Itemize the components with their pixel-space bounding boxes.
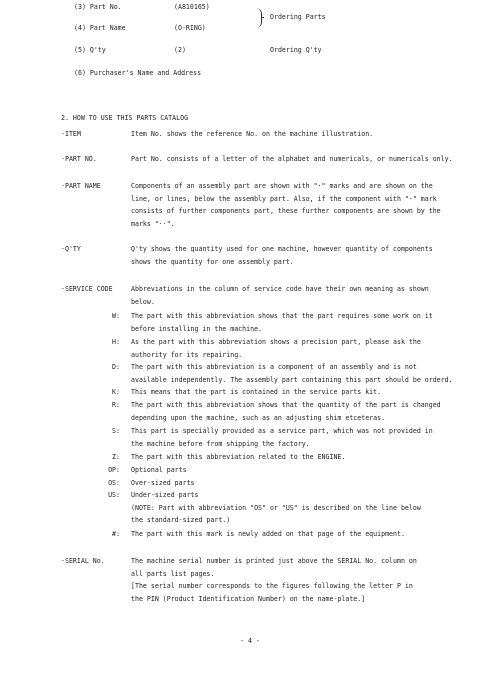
desc-line: Optional parts xyxy=(131,466,187,474)
row-qty: (5) Q'ty xyxy=(74,46,106,54)
desc-line: marks "··". xyxy=(131,219,175,228)
term-qty: ·Q'TY xyxy=(61,245,81,253)
desc-part-no xyxy=(131,153,461,166)
desc-line: shows the quantity for one assembly part. xyxy=(131,257,294,266)
code-z-desc xyxy=(131,451,345,464)
desc-line: The part with this abbreviation shows that the part requires some work on it xyxy=(131,312,433,320)
desc-item xyxy=(131,128,461,141)
row-part-name-value: (O-RING) xyxy=(174,24,206,32)
row-part-name: (4) Part Name xyxy=(74,24,126,32)
desc-line: Over-sized parts xyxy=(131,479,195,487)
code-os-desc xyxy=(131,477,195,490)
desc-line: the machine before from shipping the factory. xyxy=(131,439,310,448)
desc-line: [The serial number corresponds to the figures following the letter P in xyxy=(131,582,413,591)
term-part-no: ·PART NO. xyxy=(61,155,97,163)
code-z: Z: xyxy=(112,453,120,461)
row-purchaser: (6) Purchaser's Name and Address xyxy=(74,69,202,77)
code-d: D: xyxy=(112,363,120,371)
desc-line: Abbreviations in the column of service code have their own meaning as shown xyxy=(131,285,429,293)
term-serial-no: ·SERIAL No. xyxy=(61,557,105,565)
desc-line: Item No. shows the reference No. on the machine illustration. xyxy=(131,130,374,138)
code-s-desc xyxy=(131,425,433,450)
code-r-desc xyxy=(131,399,441,424)
section-title: 2. HOW TO USE THIS PARTS CATALOG xyxy=(61,114,189,122)
desc-line: Components of an assembly part are shown with "·" marks and are shown on the xyxy=(131,182,433,190)
code-op: OP: xyxy=(108,466,120,474)
desc-line: the standard-sized part.) xyxy=(131,516,231,525)
row-qty-value: (2) xyxy=(174,46,186,54)
desc-service-code xyxy=(131,283,461,308)
ordering-parts-label: Ordering Parts xyxy=(270,13,326,21)
desc-line: authority for its repairing. xyxy=(131,350,243,359)
code-h-desc xyxy=(131,336,421,361)
desc-line: Q'ty shows the quantity used for one machine, however quantity of components xyxy=(131,245,433,253)
code-d-desc xyxy=(131,361,453,386)
desc-line: below. xyxy=(131,297,155,306)
term-part-name: ·PART NAME xyxy=(61,182,101,190)
desc-line: The part with this abbreviation shows that the quantity of the part is changed xyxy=(131,401,441,409)
code-s: S: xyxy=(112,427,120,435)
page-number: - 4 - xyxy=(240,637,260,645)
code-r: R: xyxy=(112,401,120,409)
code-hash: #: xyxy=(112,530,120,538)
code-us-desc xyxy=(131,489,421,527)
desc-line: (NOTE: Part with abbreviation "OS" or "US" is described on the line below xyxy=(131,503,421,512)
desc-part-name xyxy=(131,180,461,230)
desc-line: The part with this abbreviation related to the ENGINE. xyxy=(131,453,346,461)
brace-icon xyxy=(256,8,262,28)
row-part-no: (3) Part No. xyxy=(74,3,122,11)
desc-line: depending upon the machine, such as an adjusting shim etceteras. xyxy=(131,413,386,422)
desc-line: The part with this mark is newly added on that page of the equipment. xyxy=(131,530,405,538)
desc-line: This part is specially provided as a service part, which was not provided in xyxy=(131,427,433,435)
code-us: US: xyxy=(108,491,120,499)
code-os: OS: xyxy=(108,479,120,487)
term-item: ·ITEM xyxy=(61,130,81,138)
desc-line: consists of further components part, these further components are shown by the xyxy=(131,207,441,216)
code-k: K: xyxy=(112,388,120,396)
code-w-desc xyxy=(131,310,433,335)
code-op-desc xyxy=(131,464,187,477)
term-service-code: ·SERVICE CODE xyxy=(61,285,113,293)
code-w: W: xyxy=(112,312,120,320)
desc-line: line, or lines, below the assembly part. Also, if the component with "·" mark xyxy=(131,194,437,203)
code-hash-desc xyxy=(131,528,405,541)
desc-line: The machine serial number is printed just above the SERIAL No. column on xyxy=(131,557,417,565)
ordering-qty-label: Ordering Q'ty xyxy=(270,46,322,54)
desc-line: the PIN (Product Identification Number) on the name-plate.] xyxy=(131,594,366,603)
desc-serial-no xyxy=(131,555,461,605)
desc-line: Under-sized parts xyxy=(131,491,199,499)
brace-tip xyxy=(261,17,264,18)
code-h: H: xyxy=(112,338,120,346)
desc-line: As the part with this abbreviation shows a precision part, please ask the xyxy=(131,338,421,346)
desc-line: This means that the part is contained in the service parts kit. xyxy=(131,388,382,396)
row-part-no-value: (A810165) xyxy=(174,3,210,11)
desc-line: Part No. consists of a letter of the alphabet and numericals, or numericals only. xyxy=(131,155,453,163)
desc-line: The part with this abbreviation is a component of an assembly and is not xyxy=(131,363,417,371)
desc-qty xyxy=(131,243,461,268)
desc-line: available independently. The assembly part containing this part should be orderd. xyxy=(131,375,453,384)
desc-line: before installing in the machine. xyxy=(131,324,263,333)
desc-line: all parts list pages. xyxy=(131,569,215,578)
code-k-desc xyxy=(131,386,381,399)
